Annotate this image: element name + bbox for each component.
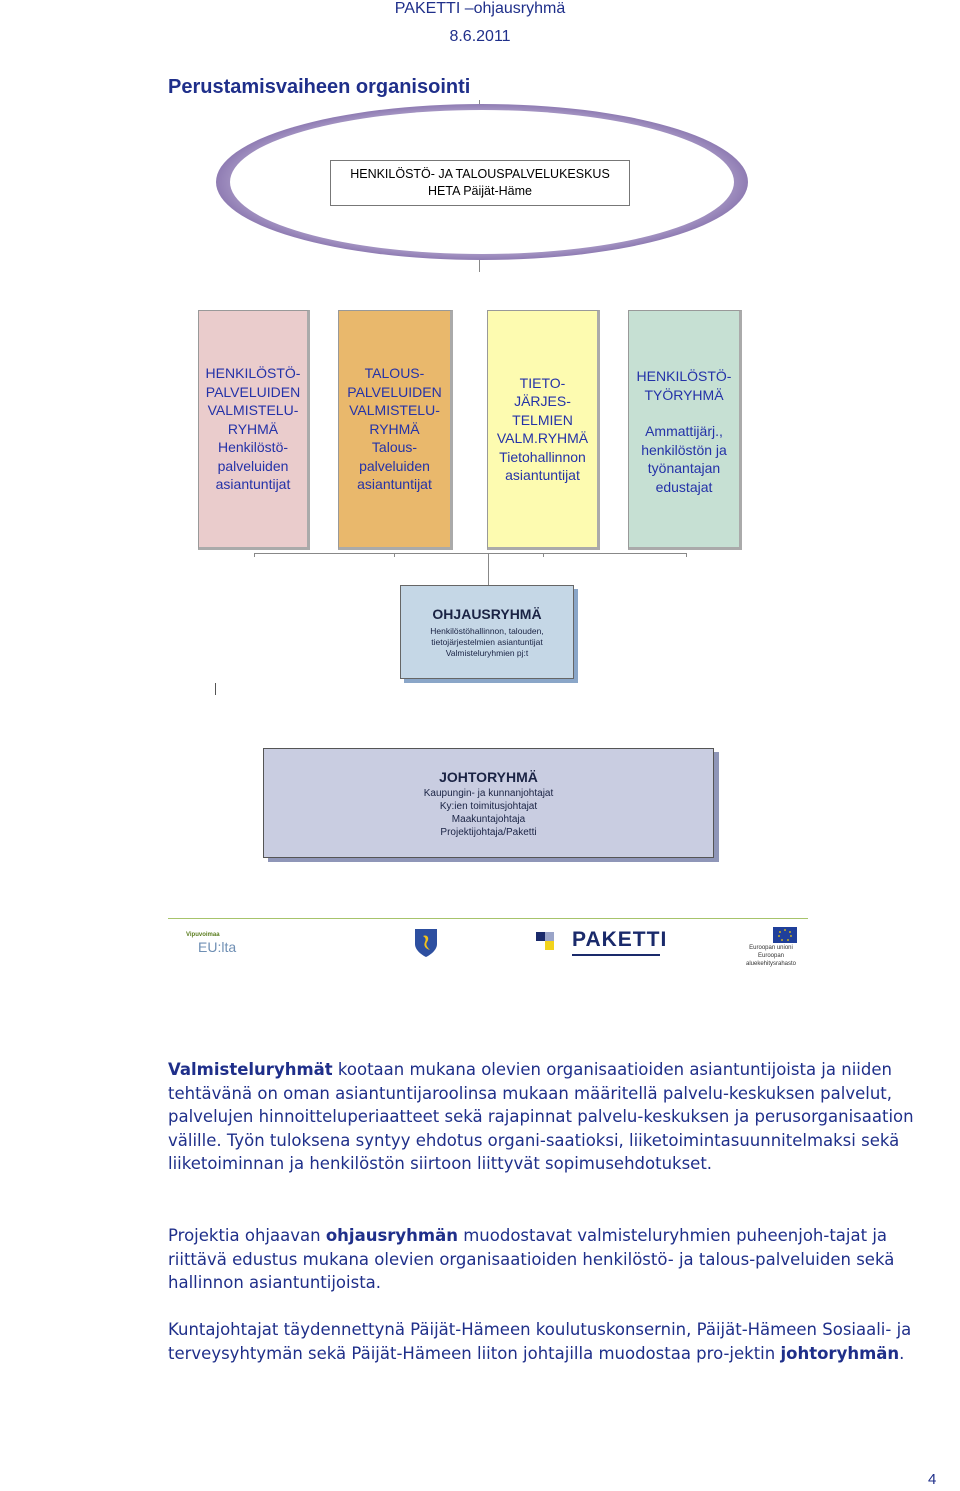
box-heading-line: PALVELUIDEN — [205, 383, 301, 400]
paragraph-text: Projektia ohjaavan — [168, 1226, 326, 1245]
box-body-line: asiantuntijat — [215, 476, 291, 493]
paragraph-text: muodostavat valmisteluryhmien puheenjoh-tajat ja riittävä edustus mukana olevien organisaatioiden henkilöstö- ja talous-palveluiden sekä hallinnon asiantuntijoista. — [168, 1226, 895, 1292]
eu-line: Euroopan unioni — [749, 945, 793, 951]
paragraph-text: kootaan mukana olevien organisaatioiden asiantuntijoista ja niiden tehtävänä on oman asiantuntijaroolinsa mukaan määritellä palvelu-keskuksen palvelut, palvelujen hinnoitteluperiaatteet sekä rajapinnat palvelu-keskuksen ja perusorganisaation välille. Työn tuloksena syntyy ehdotus organi-saatioksi, liiketoimintasuunnitelmaksi sekä liiketoiminnan ja henkilöstön siirtoon liittyvät sopimusehdotukset. — [168, 1060, 914, 1173]
box-heading-line: TELMIEN — [512, 411, 573, 428]
ohjausryhma-line: Henkilöstöhallinnon, talouden, — [430, 625, 544, 636]
box-body-line: palveluiden — [217, 457, 289, 474]
coat-of-arms-icon — [414, 928, 438, 958]
page-title: Perustamisvaiheen organisointi — [168, 76, 471, 98]
paragraph-johtoryhma — [168, 1318, 949, 1365]
vipuvoimaa-logo — [186, 932, 246, 960]
logo-divider — [168, 918, 808, 919]
box-heading-line: JÄRJES- — [514, 393, 571, 409]
ohjausryhma-line: tietojärjestelmien asiantuntijat — [431, 636, 543, 647]
heta-line2: HETA Päijät-Häme — [428, 184, 532, 198]
paketti-text: PAKETTI — [572, 928, 668, 951]
connector-line — [488, 553, 489, 585]
connector-line — [254, 553, 686, 554]
connector-line — [215, 683, 216, 695]
johtoryhma-line: Projektijohtaja/Paketti — [440, 827, 537, 838]
bold-term: ohjausryhmän — [325, 1226, 458, 1245]
header-title: PAKETTI –ohjausryhmä — [394, 0, 566, 17]
connector-line — [543, 553, 544, 557]
vipuvoimaa-text: Vipuvoimaa — [186, 932, 220, 938]
box-body-line: Henkilöstö- — [217, 439, 289, 456]
box-heading-line: HENKILÖSTÖ- — [205, 365, 301, 382]
box-heading-line: VALMISTELU- — [207, 402, 299, 419]
henkilostopalvelut-box — [198, 310, 310, 550]
johtoryhma-line: Maakuntajohtaja — [451, 814, 526, 825]
tietojarjestelmat-box — [487, 310, 600, 550]
box-heading-line: RYHMÄ — [369, 420, 420, 437]
box-heading-line: VALMISTELU- — [349, 402, 440, 419]
paketti-underline — [572, 954, 660, 956]
paragraph-text: Kuntajohtajat täydennettynä Päijät-Hämeen koulutuskonsernin, Päijät-Hämeen Sosiaali- ja terveysyhtymän sekä Päijät-Hämeen liiton johtajilla muodostaa pro-jektin — [168, 1320, 912, 1363]
page-number: 4 — [928, 1471, 937, 1488]
box-body-line: edustajat — [655, 478, 713, 495]
box-body-line: työnantajan — [647, 460, 721, 476]
eulta-text: EU:lta — [198, 939, 237, 955]
box-body-line: asiantuntijat — [505, 467, 580, 483]
box-heading-line: PALVELUIDEN — [347, 383, 442, 400]
henkilostotyoryhma-box — [628, 310, 742, 550]
paragraph-text: . — [899, 1343, 905, 1363]
heta-box — [330, 160, 630, 206]
eu-line: Euroopan aluekehitysrahasto — [745, 953, 797, 967]
box-heading-line: TYÖRYHMÄ — [644, 386, 724, 403]
box-body-line: Talous- — [371, 439, 418, 456]
connector-line — [686, 553, 687, 557]
eu-text-block — [734, 944, 808, 968]
heta-line1: HENKILÖSTÖ- JA TALOUSPALVELUKESKUS — [350, 167, 610, 181]
talouspalvelut-box — [338, 310, 453, 550]
box-body-line: palveluiden — [359, 457, 430, 474]
connector-line — [254, 553, 255, 557]
box-body-line: asiantuntijat — [357, 476, 432, 493]
ohjausryhma-box — [400, 585, 574, 679]
box-body-line: henkilöstön ja — [641, 441, 727, 458]
johtoryhma-title: JOHTORYHMÄ — [439, 769, 538, 785]
header-date: 8.6.2011 — [449, 28, 511, 45]
paragraph-ohjausryhma — [168, 1224, 949, 1295]
box-heading-line: TIETO- — [519, 374, 566, 391]
box-heading-line: TALOUS- — [364, 365, 425, 382]
paketti-logo — [572, 928, 667, 956]
paragraph-valmisteluryhmat — [168, 1058, 949, 1176]
box-body-line: Ammattijärj., — [645, 423, 723, 439]
bold-term: johtoryhmän — [780, 1343, 900, 1363]
johtoryhma-line: Kaupungin- ja kunnanjohtajat — [423, 788, 554, 799]
eu-flag-icon — [773, 927, 797, 943]
connector-line — [394, 553, 395, 557]
johtoryhma-line: Ky:ien toimitusjohtajat — [439, 801, 538, 812]
box-heading-line: RYHMÄ — [227, 420, 279, 437]
box-heading-line: VALM.RYHMÄ — [496, 430, 589, 446]
box-body-line: Tietohallinnon — [499, 448, 586, 465]
ohjausryhma-title: OHJAUSRYHMÄ — [432, 605, 542, 622]
johtoryhma-box — [263, 748, 714, 858]
bold-term: Valmisteluryhmät — [168, 1060, 333, 1079]
box-heading-line: HENKILÖSTÖ- — [636, 368, 732, 384]
paketti-mark-icon — [536, 932, 554, 950]
ohjausryhma-line: Valmisteluryhmien pj:t — [445, 647, 529, 658]
